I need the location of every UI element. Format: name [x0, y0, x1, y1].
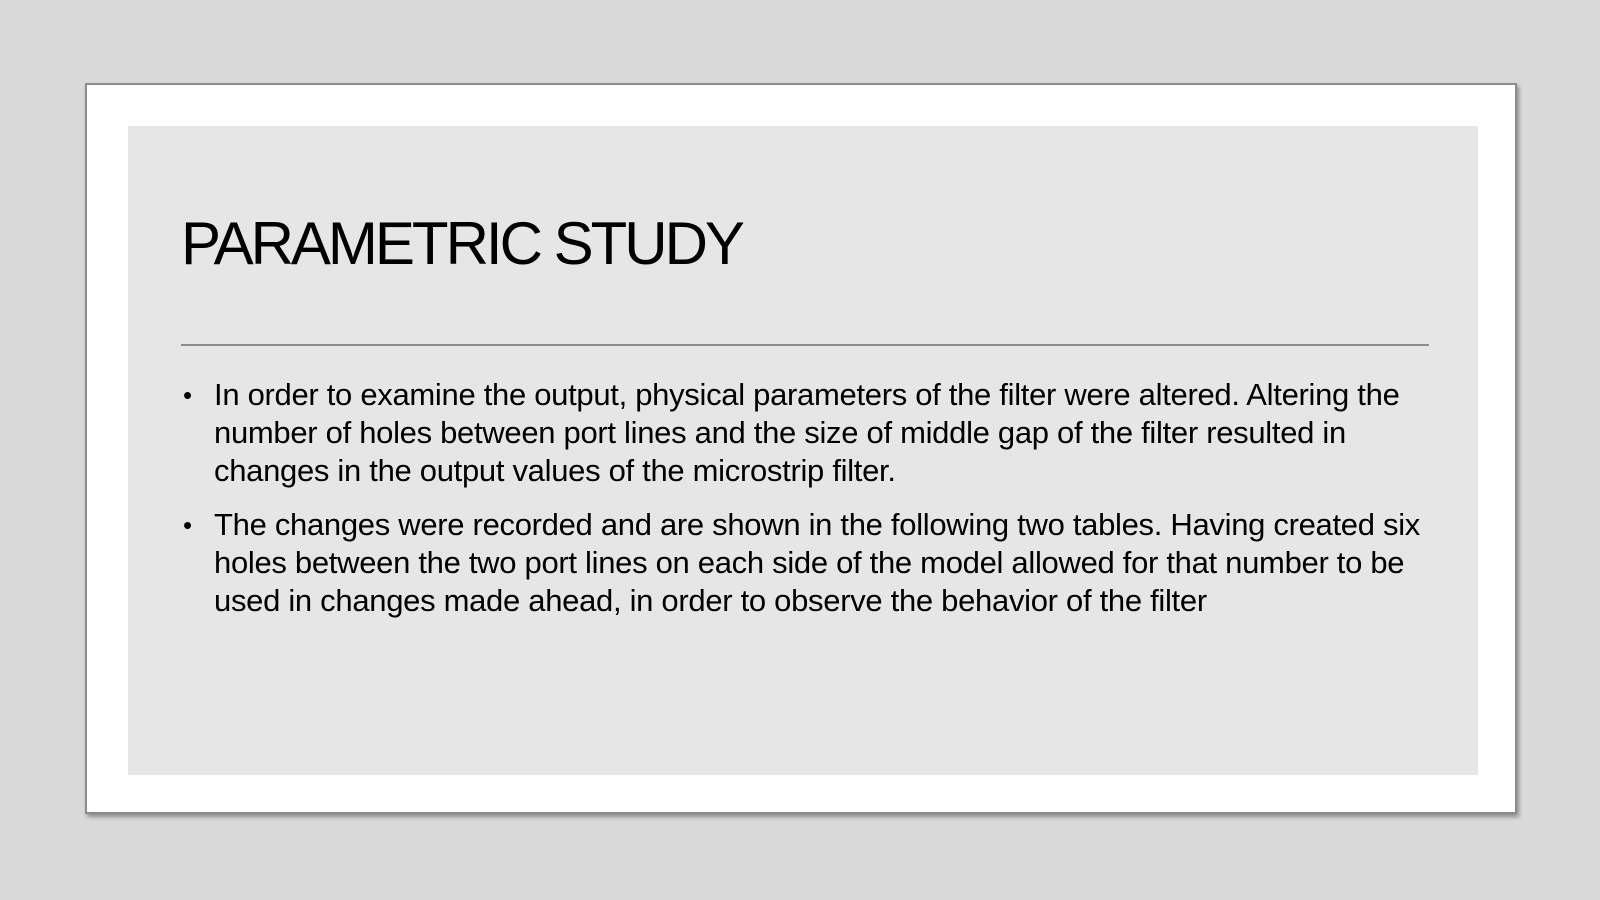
slide-title: PARAMETRIC STUDY	[181, 210, 742, 277]
bullet-marker: •	[183, 510, 192, 540]
bullet-text: In order to examine the output, physical parameters of the filter were altered. Altering the number of holes between port lines and the size of middle gap of the filter resulted in changes in the output values of the microstrip filter.	[214, 377, 1400, 488]
bullet-item-1	[181, 376, 1431, 490]
bullet-text: The changes were recorded and are shown in the following two tables. Having created six holes between the two port lines on each side of the model allowed for that number to be used in changes made ahead, in order to observe the behavior of the filter	[214, 507, 1420, 618]
slide-content-panel	[128, 126, 1478, 775]
bullet-list	[181, 376, 1431, 636]
bullet-marker: •	[183, 380, 192, 410]
slide-frame	[85, 83, 1517, 814]
title-divider	[181, 344, 1429, 346]
bullet-item-2	[181, 506, 1431, 620]
